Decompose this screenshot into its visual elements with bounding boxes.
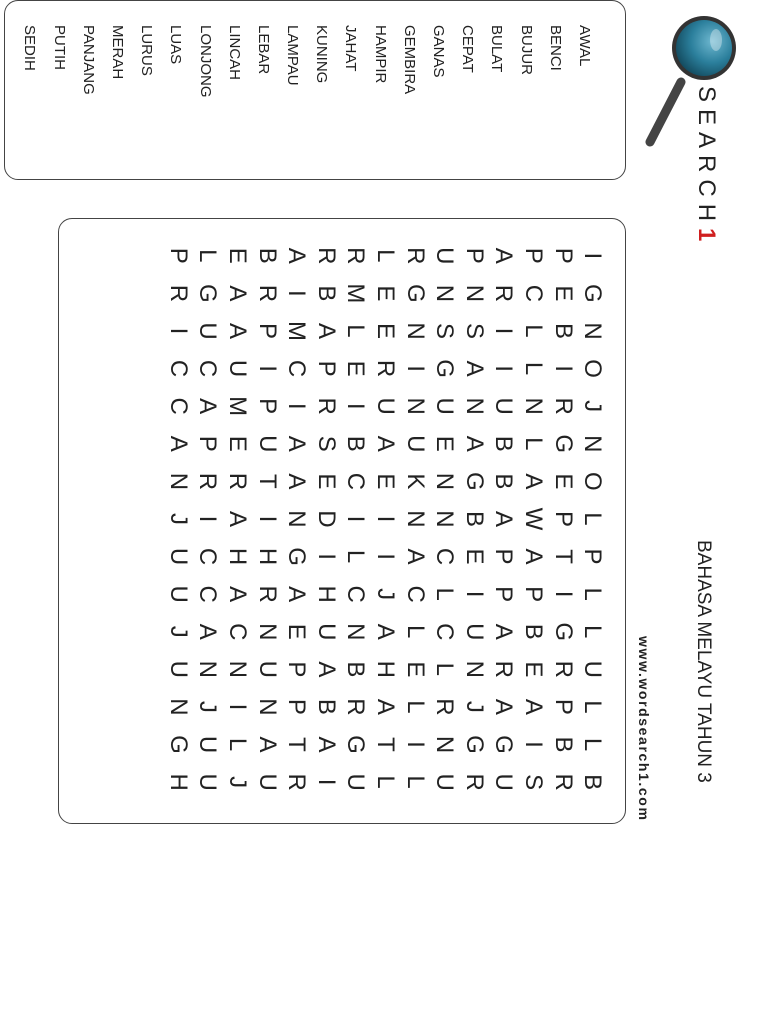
grid-letter: E xyxy=(372,473,400,490)
grid-letter: R xyxy=(164,284,192,303)
grid-letter: B xyxy=(342,435,370,452)
grid-letter: A xyxy=(520,473,548,490)
grid-letter: U xyxy=(253,435,281,453)
grid-letter: N xyxy=(164,472,192,491)
grid-letter: U xyxy=(579,660,607,678)
brand-number: 1 xyxy=(693,228,720,249)
grid-letter: R xyxy=(194,472,222,491)
grid-letter: G xyxy=(342,735,370,754)
word-list-item: PANJANG xyxy=(79,25,97,95)
grid-letter: P xyxy=(520,586,548,603)
grid-letter: A xyxy=(283,473,311,490)
grid-letter: T xyxy=(283,737,311,752)
grid-letter: J xyxy=(460,700,488,713)
grid-letter: A xyxy=(490,698,518,715)
grid-letter: I xyxy=(342,402,370,410)
grid-letter: A xyxy=(490,247,518,264)
grid-letter: A xyxy=(372,435,400,452)
grid-letter: R xyxy=(342,247,370,265)
grid-letter: N xyxy=(460,660,488,678)
grid-letter: C xyxy=(224,623,252,641)
grid-letter: L xyxy=(431,662,459,676)
grid-letter: I xyxy=(549,365,577,372)
grid-letter: B xyxy=(253,247,281,264)
word-list-item: HAMPIR xyxy=(371,25,389,84)
grid-letter: C xyxy=(431,623,459,641)
grid-letter: U xyxy=(194,773,222,791)
grid-letter: L xyxy=(342,324,370,338)
grid-letter: A xyxy=(224,322,252,339)
grid-letter: M xyxy=(224,396,252,417)
grid-letter: H xyxy=(224,547,252,566)
grid-letter: R xyxy=(549,773,577,791)
grid-letter: P xyxy=(312,360,340,377)
grid-letter: I xyxy=(460,590,488,598)
grid-letter: I xyxy=(490,365,518,372)
grid-letter: U xyxy=(490,773,518,791)
grid-letter: C xyxy=(194,585,222,603)
grid-letter: N xyxy=(460,397,488,415)
grid-letter: E xyxy=(342,360,370,377)
grid-letter: J xyxy=(164,512,192,525)
grid-letter: P xyxy=(579,548,607,565)
grid-letter: N xyxy=(579,435,607,453)
grid-letter: I xyxy=(164,327,192,335)
grid-letter: I xyxy=(253,515,281,523)
grid-letter: P xyxy=(253,398,281,415)
grid-letter: T xyxy=(253,474,281,489)
grid-letter: P xyxy=(549,247,577,264)
grid-letter: A xyxy=(490,623,518,640)
grid-letter: G xyxy=(549,622,577,642)
grid-letter: H xyxy=(312,585,340,603)
grid-letter: I xyxy=(579,252,607,260)
grid-letter: L xyxy=(579,512,607,526)
grid-letter: I xyxy=(401,741,429,748)
grid-letter: C xyxy=(520,284,548,303)
grid-letter: N xyxy=(401,322,429,340)
grid-letter: G xyxy=(490,735,518,754)
grid-letter: G xyxy=(283,547,311,566)
grid-letter: S xyxy=(520,774,548,791)
grid-letter: A xyxy=(401,548,429,565)
grid-letter: L xyxy=(401,625,429,639)
grid-letter: P xyxy=(549,510,577,527)
grid-letter: U xyxy=(164,585,192,603)
grid-letter: G xyxy=(460,472,488,491)
word-list-item: LURUS xyxy=(138,25,156,76)
letter-grid xyxy=(163,237,607,801)
grid-letter: E xyxy=(549,473,577,490)
grid-letter: R xyxy=(401,247,429,265)
grid-letter: N xyxy=(253,623,281,641)
grid-letter: P xyxy=(283,661,311,678)
grid-letter: U xyxy=(490,397,518,415)
grid-letter: N xyxy=(431,284,459,303)
grid-letter: T xyxy=(372,737,400,752)
word-list-item: BENCI xyxy=(546,25,564,71)
word-list-item: GANAS xyxy=(430,25,448,78)
grid-letter: A xyxy=(224,586,252,603)
grid-letter: A xyxy=(224,510,252,527)
grid-letter: E xyxy=(520,661,548,678)
grid-letter: L xyxy=(372,249,400,263)
grid-letter: P xyxy=(253,322,281,339)
grid-letter: P xyxy=(490,548,518,565)
grid-letter: L xyxy=(520,437,548,451)
grid-letter: R xyxy=(372,359,400,378)
grid-letter: J xyxy=(194,700,222,713)
page-title: BAHASA MELAYU TAHUN 3 xyxy=(693,540,714,783)
grid-letter: A xyxy=(312,661,340,678)
word-list-item: BULAT xyxy=(488,25,506,73)
grid-letter: N xyxy=(283,510,311,528)
grid-letter: R xyxy=(460,773,488,791)
site-url: www.wordsearch1.com xyxy=(636,636,652,822)
word-list-item: PUTIH xyxy=(50,25,68,70)
grid-letter: I xyxy=(342,515,370,523)
grid-letter: C xyxy=(164,359,192,378)
grid-letter: B xyxy=(549,736,577,753)
grid-letter: N xyxy=(579,322,607,340)
grid-letter: U xyxy=(224,359,252,378)
word-list-item: SEDIH xyxy=(21,25,39,71)
grid-letter: R xyxy=(253,585,281,603)
grid-letter: I xyxy=(283,290,311,297)
grid-letter: E xyxy=(372,285,400,302)
grid-letter: I xyxy=(520,741,548,748)
brand-name: SEARCH xyxy=(693,86,720,229)
grid-letter: N xyxy=(460,284,488,303)
grid-letter: P xyxy=(549,698,577,715)
grid-letter: A xyxy=(283,247,311,264)
word-list-item: LINCAH xyxy=(225,25,243,81)
grid-letter: N xyxy=(224,660,252,678)
grid-letter: R xyxy=(549,397,577,415)
grid-letter: S xyxy=(460,322,488,339)
grid-letter: I xyxy=(224,703,252,711)
grid-letter: R xyxy=(490,660,518,678)
grid-letter: A xyxy=(520,548,548,565)
grid-letter: A xyxy=(283,435,311,452)
grid-letter: A xyxy=(490,510,518,527)
grid-letter: A xyxy=(194,398,222,415)
grid-letter: E xyxy=(224,247,252,264)
grid-letter: N xyxy=(164,698,192,716)
grid-letter: U xyxy=(164,547,192,566)
grid-letter: A xyxy=(253,736,281,753)
grid-letter: I xyxy=(283,402,311,410)
grid-letter: L xyxy=(579,737,607,752)
grid-letter: A xyxy=(312,736,340,753)
grid-letter: R xyxy=(342,698,370,716)
grid-letter: C xyxy=(342,585,370,603)
grid-letter: L xyxy=(520,361,548,376)
grid-letter: E xyxy=(283,623,311,640)
grid-letter: E xyxy=(372,322,400,339)
grid-letter: C xyxy=(431,547,459,566)
grid-letter: B xyxy=(490,435,518,452)
word-list xyxy=(15,25,599,98)
word-list-item: BUJUR xyxy=(517,25,535,76)
word-list-box xyxy=(4,0,626,180)
grid-letter: U xyxy=(342,773,370,791)
grid-letter: L xyxy=(401,775,429,789)
grid-letter: A xyxy=(372,698,400,715)
grid-letter: C xyxy=(194,359,222,378)
grid-letter: L xyxy=(579,625,607,639)
word-list-item: KUNING xyxy=(313,25,331,84)
grid-letter: U xyxy=(194,735,222,754)
grid-letter: C xyxy=(401,585,429,603)
grid-letter: L xyxy=(579,700,607,714)
grid-letter: I xyxy=(372,515,400,523)
grid-letter: A xyxy=(460,360,488,377)
grid-letter: C xyxy=(194,547,222,566)
grid-letter: R xyxy=(312,247,340,265)
grid-letter: E xyxy=(401,661,429,678)
grid-letter: U xyxy=(431,773,459,791)
grid-letter: K xyxy=(401,473,429,490)
grid-letter: I xyxy=(253,365,281,372)
grid-letter: U xyxy=(401,435,429,453)
grid-letter: U xyxy=(372,397,400,415)
word-list-item: LAMPAU xyxy=(284,25,302,86)
grid-letter: A xyxy=(194,623,222,640)
grid-letter: B xyxy=(312,698,340,715)
grid-letter: C xyxy=(342,472,370,491)
grid-letter: I xyxy=(549,590,577,598)
grid-letter: S xyxy=(312,435,340,452)
grid-letter: J xyxy=(579,400,607,413)
grid-letter: B xyxy=(549,322,577,339)
grid-letter: L xyxy=(579,587,607,601)
grid-letter: N xyxy=(342,623,370,641)
grid-letter: E xyxy=(312,473,340,490)
puzzle-grid-box xyxy=(58,218,626,824)
grid-letter: B xyxy=(579,774,607,791)
grid-letter: I xyxy=(194,515,222,523)
grid-letter: H xyxy=(164,773,192,791)
grid-letter: R xyxy=(312,397,340,415)
grid-letter: W xyxy=(520,507,548,531)
grid-letter: M xyxy=(342,283,370,304)
grid-letter: L xyxy=(372,775,400,789)
grid-letter: A xyxy=(372,623,400,640)
grid-letter: U xyxy=(431,397,459,415)
word-list-item: LUAS xyxy=(167,25,185,65)
word-list-item: JAHAT xyxy=(342,25,360,72)
grid-letter: A xyxy=(460,435,488,452)
grid-letter: L xyxy=(194,249,222,263)
grid-letter: B xyxy=(460,510,488,527)
magnifier-logo-icon xyxy=(628,2,738,152)
grid-letter: T xyxy=(549,549,577,564)
grid-letter: U xyxy=(431,247,459,265)
grid-letter: B xyxy=(312,285,340,302)
grid-letter: N xyxy=(431,510,459,528)
grid-letter: O xyxy=(579,359,607,378)
grid-letter: G xyxy=(460,735,488,754)
word-list-item: LEBAR xyxy=(254,25,272,75)
grid-letter: H xyxy=(372,660,400,678)
grid-letter: I xyxy=(490,327,518,335)
grid-letter: L xyxy=(224,737,252,752)
word-list-item: LONJONG xyxy=(196,25,214,98)
grid-letter: J xyxy=(224,776,252,789)
grid-letter: G xyxy=(194,284,222,303)
grid-letter: B xyxy=(342,661,370,678)
grid-letter: L xyxy=(520,324,548,338)
grid-letter: R xyxy=(549,660,577,678)
grid-letter: P xyxy=(520,247,548,264)
grid-letter: P xyxy=(283,698,311,715)
grid-letter: G xyxy=(549,434,577,454)
grid-letter: E xyxy=(549,285,577,302)
grid-letter: S xyxy=(431,322,459,339)
grid-letter: P xyxy=(490,586,518,603)
grid-letter: H xyxy=(253,547,281,566)
grid-letter: U xyxy=(312,623,340,641)
grid-letter: G xyxy=(164,735,192,754)
grid-letter: C xyxy=(164,397,192,415)
grid-letter: I xyxy=(401,365,429,372)
grid-letter: I xyxy=(312,778,340,786)
grid-letter: L xyxy=(401,700,429,714)
grid-letter: I xyxy=(372,553,400,560)
word-list-item: AWAL xyxy=(576,25,593,67)
grid-letter: N xyxy=(431,472,459,491)
word-list-item: MERAH xyxy=(109,25,126,80)
grid-letter: A xyxy=(164,435,192,452)
grid-letter: A xyxy=(312,322,340,339)
grid-letter: N xyxy=(431,735,459,754)
grid-letter: O xyxy=(579,472,607,491)
grid-letter: L xyxy=(342,549,370,564)
grid-letter: J xyxy=(372,588,400,601)
grid-letter: U xyxy=(164,660,192,678)
word-list-item: GEMBIRA xyxy=(400,25,418,95)
grid-letter: A xyxy=(224,285,252,302)
brand-wordmark xyxy=(694,86,718,248)
grid-letter: E xyxy=(431,435,459,452)
grid-letter: R xyxy=(253,284,281,303)
grid-letter: G xyxy=(579,284,607,303)
grid-letter: E xyxy=(224,435,252,452)
grid-letter: N xyxy=(401,397,429,415)
grid-letter: G xyxy=(431,359,459,378)
grid-letter: R xyxy=(431,698,459,716)
grid-letter: J xyxy=(164,625,192,638)
grid-letter: P xyxy=(194,435,222,452)
word-list-item: CEPAT xyxy=(459,25,477,73)
grid-letter: E xyxy=(460,548,488,565)
grid-letter: P xyxy=(460,247,488,264)
grid-letter: U xyxy=(253,660,281,678)
grid-letter: U xyxy=(253,773,281,791)
grid-letter: R xyxy=(283,773,311,791)
grid-letter: N xyxy=(401,510,429,528)
grid-letter: N xyxy=(520,397,548,415)
grid-letter: B xyxy=(520,623,548,640)
grid-letter: A xyxy=(520,698,548,715)
grid-letter: L xyxy=(431,587,459,601)
grid-letter: M xyxy=(283,320,311,341)
grid-letter: R xyxy=(224,472,252,491)
grid-letter: B xyxy=(490,473,518,490)
grid-letter: P xyxy=(164,247,192,264)
grid-letter: C xyxy=(283,359,311,378)
grid-letter: D xyxy=(312,510,340,528)
grid-letter: U xyxy=(194,322,222,340)
grid-letter: G xyxy=(401,284,429,303)
grid-letter: N xyxy=(194,660,222,678)
grid-letter: N xyxy=(253,698,281,716)
grid-letter: U xyxy=(460,623,488,641)
grid-letter: A xyxy=(283,586,311,603)
grid-letter: I xyxy=(312,553,340,560)
grid-letter: R xyxy=(490,284,518,303)
